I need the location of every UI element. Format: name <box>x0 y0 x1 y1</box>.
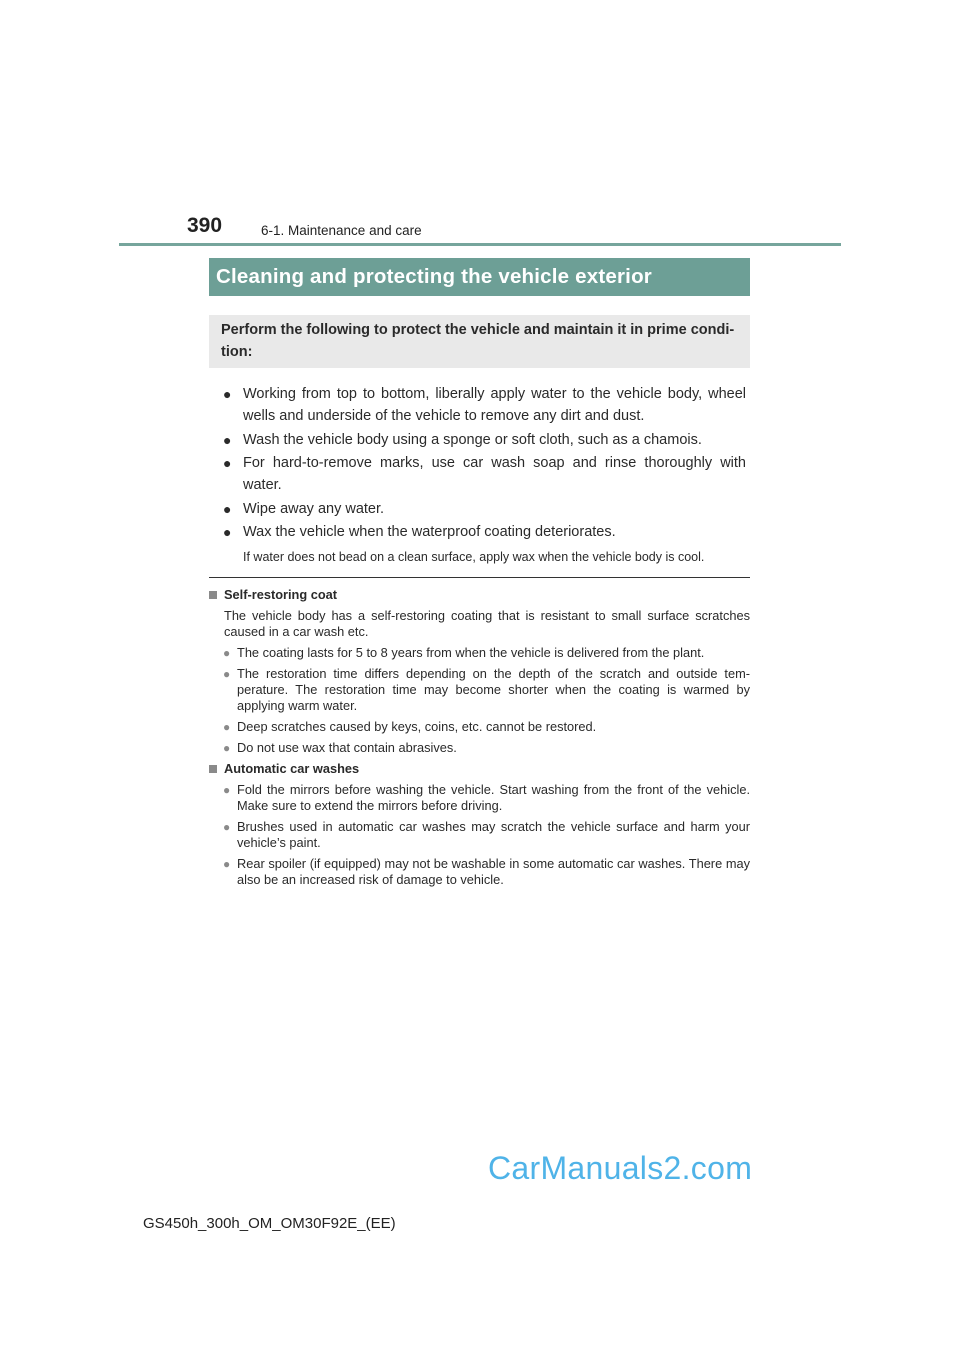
bullet-icon: ● <box>223 741 231 755</box>
list-item: ● Fold the mirrors before washing the vehicle. Start washing from the front of the vehicle. Make sure to extend the mirrors before driving. <box>223 782 750 813</box>
wax-note: If water does not bead on a clean surface, apply wax when the vehicle body is cool. <box>243 550 705 564</box>
page-title: Cleaning and protecting the vehicle exterior <box>216 265 652 288</box>
info-block <box>209 587 750 893</box>
car-washes-heading: Automatic car washes <box>209 761 750 777</box>
bullet-icon: ● <box>223 667 231 681</box>
list-item: ● Wipe away any water. <box>222 498 746 520</box>
main-instruction-list <box>222 383 746 545</box>
bullet-icon: ● <box>223 386 232 402</box>
square-bullet-icon <box>209 765 217 773</box>
list-item: ● For hard-to-remove marks, use car wash soap and rinse thoroughly with water. <box>222 452 746 496</box>
bullet-icon: ● <box>223 524 232 540</box>
bullet-icon: ● <box>223 431 232 448</box>
watermark-logo: CarManuals2.com <box>488 1150 753 1186</box>
square-bullet-icon <box>209 591 217 599</box>
intro-box: Perform the following to protect the vehicle and maintain it in prime condi-tion: <box>209 315 750 368</box>
list-item: ● The restoration time differs depending on the depth of the scratch and outside tem-perature. The restoration time may become shorter when the coating is warmed by applying warm water. <box>223 666 750 713</box>
bullet-icon: ● <box>223 720 231 734</box>
bullet-icon: ● <box>223 455 232 471</box>
bullet-icon: ● <box>223 857 231 871</box>
section-divider <box>209 577 750 578</box>
header-rule <box>119 243 841 246</box>
bullet-icon: ● <box>223 646 231 660</box>
self-restoring-paragraph: The vehicle body has a self-restoring coating that is resistant to small surface scratches caused in a car wash etc. <box>224 608 750 639</box>
bullet-icon: ● <box>223 783 231 797</box>
list-item: ● The coating lasts for 5 to 8 years from when the vehicle is delivered from the plant. <box>223 645 705 660</box>
bullet-icon: ● <box>223 500 232 517</box>
bullet-icon: ● <box>223 820 231 834</box>
section-label: 6-1. Maintenance and care <box>261 223 422 238</box>
list-item: ● Rear spoiler (if equipped) may not be washable in some automatic car washes. There may also be an increased risk of damage to vehicle. <box>223 856 750 887</box>
list-item: ● Do not use wax that contain abrasives. <box>223 740 457 755</box>
list-item: ● Deep scratches caused by keys, coins, etc. cannot be restored. <box>223 719 597 734</box>
page-number: 390 <box>187 214 223 237</box>
self-restoring-heading: Self-restoring coat <box>209 587 750 603</box>
list-item: ● Wash the vehicle body using a sponge or soft cloth, such as a chamois. <box>222 429 746 451</box>
list-item: ● Working from top to bottom, liberally apply water to the vehicle body, wheel wells and underside of the vehicle to remove any dirt and dust. <box>222 383 746 427</box>
footer-document-code: GS450h_300h_OM_OM30F92E_(EE) <box>143 1215 396 1232</box>
list-item: ● Wax the vehicle when the waterproof coating deteriorates. <box>222 521 746 543</box>
list-item: ● Brushes used in automatic car washes may scratch the vehicle surface and harm your vehicle’s paint. <box>223 819 750 850</box>
title-bar <box>209 258 750 296</box>
